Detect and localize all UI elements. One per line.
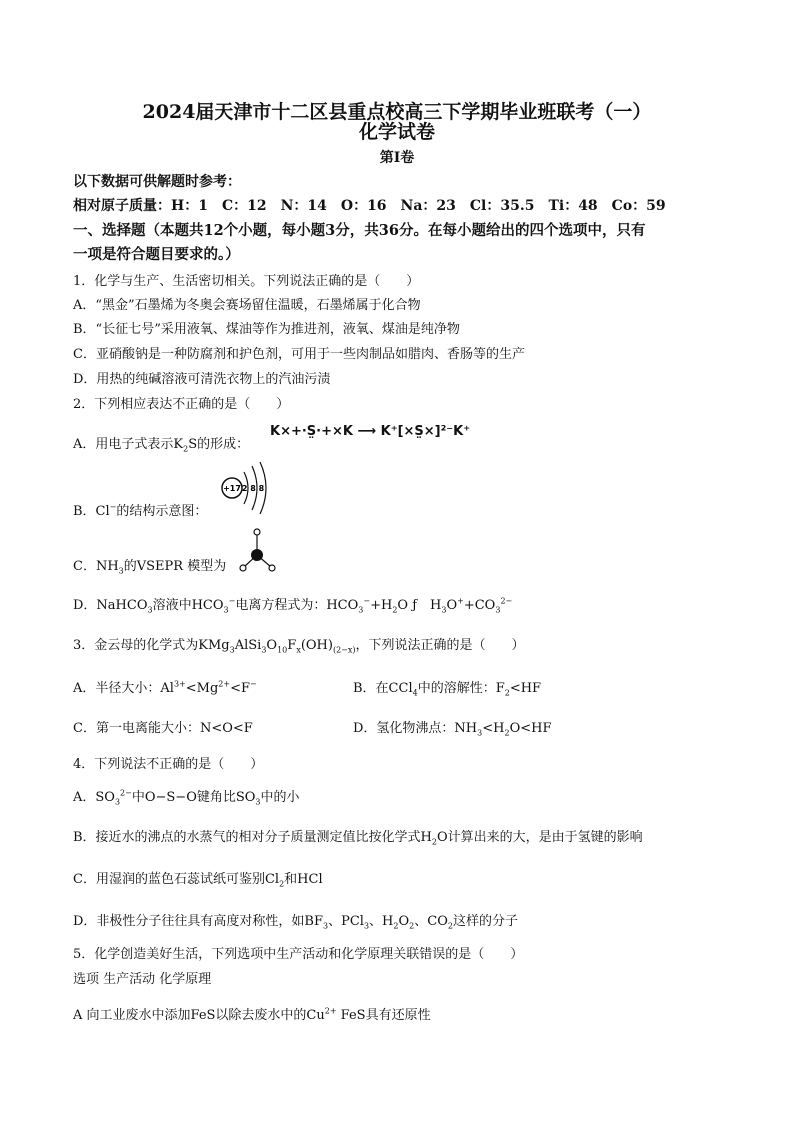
q2-option-a: A．用电子式表示$K_2S$的形成： — [73, 437, 250, 454]
q2-option-d: D．NaHCO$_3$溶液中$HCO_3^-$电离方程式为：$HCO_3^-+H_2O$ ƒ $H_3O^++CO_3^{2-}$ — [73, 596, 513, 615]
q2-option-b: B．Cl−的结构示意图： — [73, 502, 208, 519]
nh3-vsepr-model — [238, 527, 278, 575]
volume-label: 第Ⅰ卷 — [379, 150, 415, 166]
q1-option-a: A．“黑金”石墨烯为冬奥会赛场留住温暖，石墨烯属于化合物 — [73, 298, 421, 313]
shell-electrons: 2 8 8 — [241, 484, 265, 493]
k2s-electron-formula: K×+·S̤·+×K ⟶ K⁺[×S̤×]²⁻K⁺ — [270, 424, 471, 439]
q1-option-c: C．亚硝酸钠是一种防腐剂和护色剂，可用于一些肉制品如腊肉、香肠等的生产 — [73, 347, 525, 362]
q4-option-a: A．$SO_3^{2-}$中O−S−O键角比$SO_3$中的小 — [73, 788, 300, 807]
q3-stem: 3．金云母的化学式为$KMg_3AlSi_3O_{10}F_x(OH)_{(2-x)}$，下列说法正确的是（ ） — [73, 638, 525, 655]
subject-title: 化学试卷 — [358, 121, 435, 143]
q1-option-b: B．“长征七号”采用液氧、煤油等作为推进剂，液氧、煤油是纯净物 — [73, 322, 460, 337]
reference-intro: 以下数据可供解题时参考： — [73, 174, 241, 190]
q1-stem: 1．化学与生产、生活密切相关。下列说法正确的是（ ） — [73, 274, 420, 289]
section-heading: 一、选择题（本题共12个小题，每小题3分，共36分。在每小题给出的四个选项中，只有 — [73, 222, 646, 239]
q4-option-c: C．用湿润的蓝色石蕊试纸可鉴别$Cl_2$和HCl — [73, 872, 323, 889]
q2-stem: 2．下列相应表达不正确的是（ ） — [73, 397, 290, 412]
q4-option-d: D．非极性分子往往具有高度对称性，如$BF_3$、PCl$_3$、$H_2O_2$、$CO_2$这样的分子 — [73, 914, 518, 931]
page-title: 2024届天津市十二区县重点校高三下学期毕业班联考（一） — [142, 101, 652, 123]
cl-ion-structure-diagram — [214, 460, 274, 516]
q3-option-d: D．氢化物沸点：$NH_3<H_2O<HF$ — [353, 721, 552, 738]
q3-option-b: B．在CCl$_4$中的溶解性：$F_2<HF$ — [353, 681, 542, 698]
q4-stem: 4．下列说法不正确的是（ ） — [73, 757, 264, 772]
q2-option-c: C．$NH_3$的VSEPR 模型为 — [73, 559, 227, 576]
q4-option-b: B．接近水的沸点的水蒸气的相对分子质量测定值比按化学式$H_2O$计算出来的大，是由于氢键的影响 — [73, 830, 643, 847]
atomic-masses: 相对原子质量：H：1 C：12 N：14 O：16 Na：23 Cl：35.5 Ti：48 Co：59 — [73, 198, 666, 214]
q5-table-header: 选项 生产活动 化学原理 — [73, 972, 212, 987]
q5-stem: 5．化学创造美好生活，下列选项中生产活动和化学原理关联错误的是（ ） — [73, 947, 524, 962]
q3-option-a: A．半径大小：$Al^{3+}<Mg^{2+}<F^-$ — [73, 679, 257, 696]
section-heading-cont: 一项是符合题目要求的。） — [73, 246, 240, 263]
q1-option-d: D．用热的纯碱溶液可清洗衣物上的汽油污渍 — [73, 372, 331, 387]
q5-option-a: A 向工业废水中添加FeS以除去废水中的$Cu^{2+}$ FeS具有还原性 — [73, 1006, 431, 1023]
nucleus-charge: +17 — [223, 484, 241, 493]
q3-option-c: C．第一电离能大小：N<O<F — [73, 721, 253, 736]
